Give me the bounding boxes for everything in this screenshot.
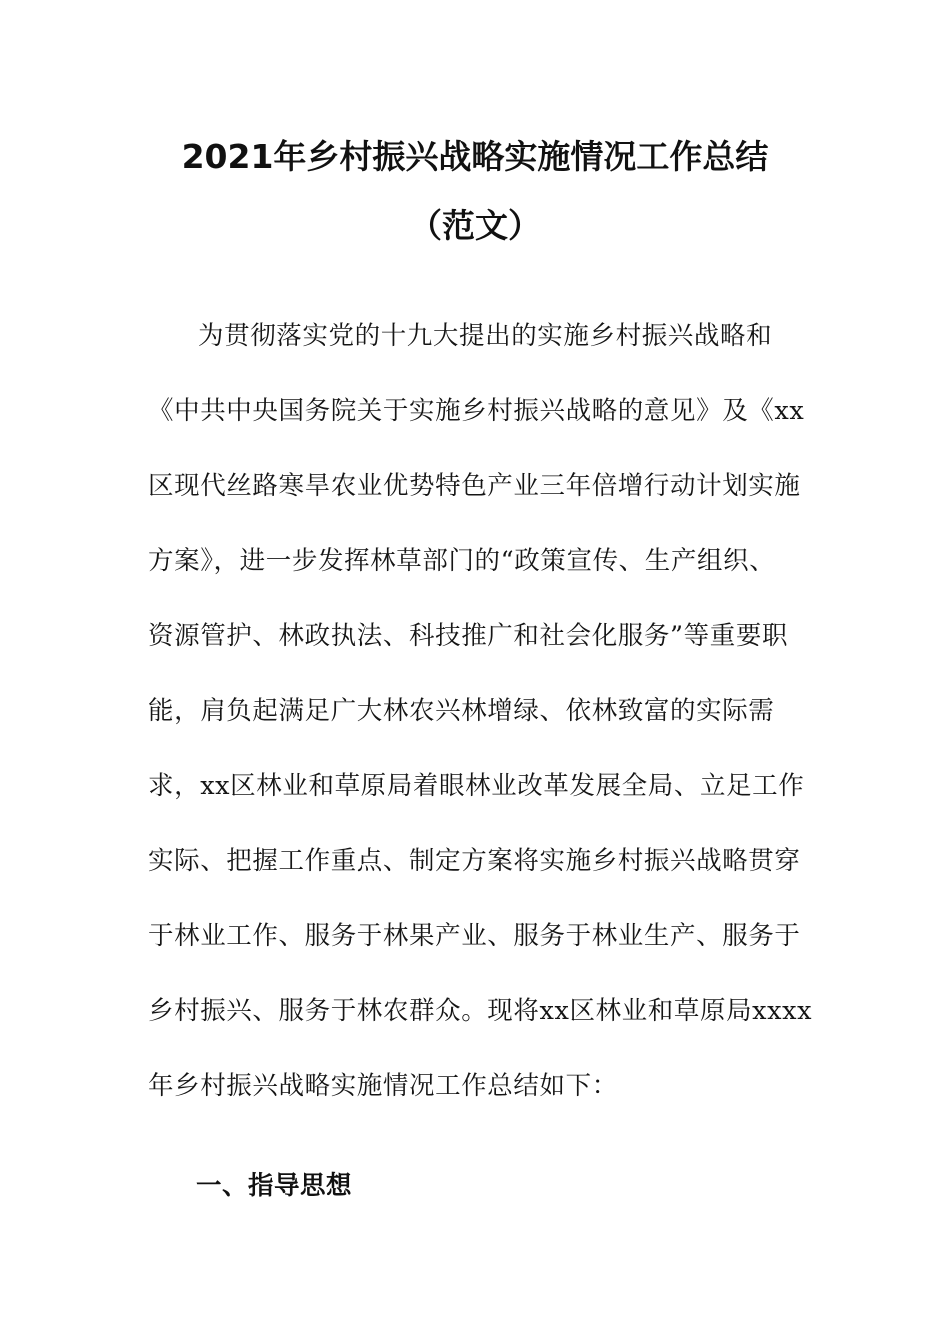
document-title: 2021年乡村振兴战略实施情况工作总结 [181, 137, 769, 176]
section-heading: 一、指导思想 [196, 1171, 353, 1201]
paragraph-line: 年乡村振兴战略实施情况工作总结如下： [148, 1071, 618, 1101]
paragraph-line: 求，xx区林业和草原局着眼林业改革发展全局、立足工作 [148, 771, 805, 801]
paragraph-line: 资源管护、林政执法、科技推广和社会化服务”等重要职 [148, 621, 789, 651]
paragraph-line: 《中共中央国务院关于实施乡村振兴战略的意见》及《xx [148, 396, 805, 426]
paragraph-line: 能，肩负起满足广大林农兴林增绿、依林致富的实际需 [148, 696, 775, 726]
paragraph-line: 于林业工作、服务于林果产业、服务于林业生产、服务于 [148, 921, 801, 951]
paragraph-line: 乡村振兴、服务于林农群众。现将xx区林业和草原局xxxx [148, 996, 813, 1026]
paragraph-line: 区现代丝路寒旱农业优势特色产业三年倍增行动计划实施 [148, 471, 801, 501]
paragraph-line: 方案》，进一步发挥林草部门的“政策宣传、生产组织、 [148, 546, 776, 576]
paragraph-line: 为贯彻落实党的十九大提出的实施乡村振兴战略和 [198, 321, 773, 351]
paragraph-line: 实际、把握工作重点、制定方案将实施乡村振兴战略贯穿 [148, 846, 801, 876]
document-subtitle: （范文） [409, 206, 541, 245]
